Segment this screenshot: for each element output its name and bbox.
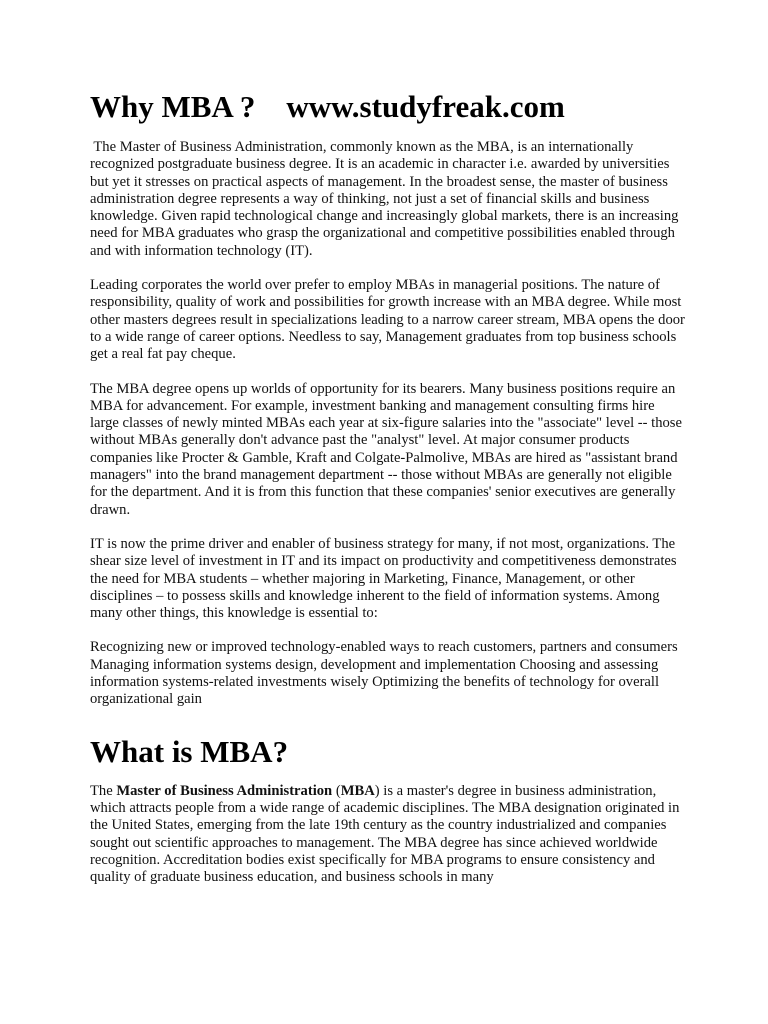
definition-term: Master of Business Administration (116, 782, 333, 799)
definition-abbr: MBA (340, 782, 375, 799)
paragraph-definition (90, 783, 686, 887)
heading-what-is-mba: What is MBA? (90, 733, 289, 769)
paragraph-it-driver: IT is now the prime driver and enabler of business strategy for many, if not most, organizations. The shear size level of investment in IT and its impact on productivity and competitiveness demonstrates the need for MBA students – whether majoring in Marketing, Finance, Management, or other disciplines – to possess skills and knowledge inherent to the field of information systems. Among many other things, this knowledge is essential to: (90, 535, 677, 622)
heading-why-mba: Why MBA ? www.studyfreak.com (90, 89, 565, 124)
definition-prefix: The (90, 782, 117, 799)
definition-mid: ( (332, 782, 341, 799)
paragraph-skills-list: Recognizing new or improved technology-enabled ways to reach customers, partners and consumers Managing information systems design, development and implementation Choosing and assessing information systems-related investments wisely Optimizing the benefits of technology for overall organizational gain (90, 639, 678, 708)
paragraph-corporates: Leading corporates the world over prefer to employ MBAs in managerial positions. The nature of responsibility, quality of work and possibilities for growth increase with an MBA degree. While most other masters degrees result in specializations leading to a narrow career stream, MBA opens the door to a wide range of career options. Needless to say, Management graduates from top business schools get a real fat pay cheque. (90, 277, 685, 363)
paragraph-intro: The Master of Business Administration, commonly known as the MBA, is an internationally recognized postgraduate business degree. It is an academic in character i.e. awarded by universities but yet it stresses on practical aspects of management. In the broadest sense, the master of business administration degree represents a way of thinking, not just a set of financial skills and business knowledge. Given rapid technological change and increasingly global markets, there is an increasing need for MBA graduates who grasp the organizational and competitive possibilities enabled through and with information technology (IT). (90, 139, 679, 259)
definition-rest: ) is a master's degree in business administration, which attracts people from a wide range of academic disciplines. The MBA designation originated in the United States, emerging from the late 19th century as the country industrialized and companies sought out scientific approaches to management. The MBA degree has since achieved worldwide recognition. Accreditation bodies exist specifically for MBA programs to ensure consistency and quality of graduate business education, and business schools in many (90, 782, 680, 886)
document-page (90, 88, 686, 886)
paragraph-opportunity: The MBA degree opens up worlds of opportunity for its bearers. Many business positions require an MBA for advancement. For example, investment banking and management consulting firms hire large classes of newly minted MBAs each year at six-figure salaries into the "associate" level -- those without MBAs generally don't advance past the "analyst" level. At major consumer products companies like Procter & Gamble, Kraft and Colgate-Palmolive, MBAs are hired as "assistant brand managers" into the brand management department -- those without MBAs are generally not eligible for the department. And it is from this function that these companies' senior executives are generally drawn. (90, 380, 682, 518)
